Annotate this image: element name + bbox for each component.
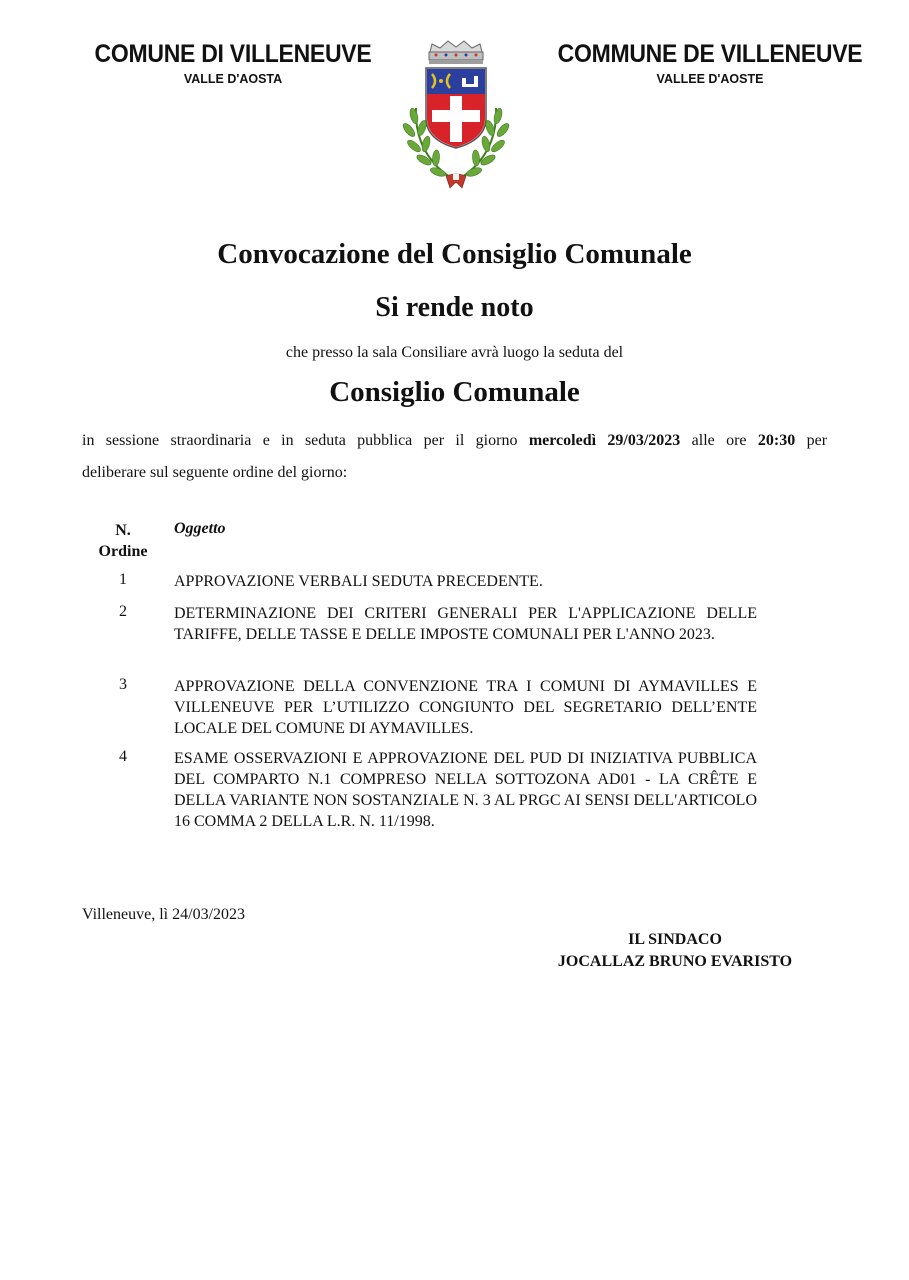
shield-icon: [426, 68, 486, 148]
agenda-number-header: [90, 520, 156, 562]
agenda-item-text: ESAME OSSERVAZIONI E APPROVAZIONE DEL PUD DI INIZIATIVA PUBBLICA DEL COMPARTO N.1 COMPRESO NELLA SOTTOZONA AD01 - LA CRÊTE E DELLA VARIANTE NON SOSTANZIALE N. 3 AL PRGC AI SENSI DELL'ARTICOLO 16 COMMA 2 DELLA L.R. N. 11/1998.: [174, 750, 757, 830]
agenda-item-number: 2: [119, 603, 127, 620]
document-title: Convocazione del Consiglio Comunale: [217, 238, 692, 270]
session-mid: alle ore: [691, 432, 747, 449]
session-line-2: deliberare sul seguente ordine del giorno:: [82, 464, 348, 481]
header-right: [540, 40, 880, 86]
council-heading: Consiglio Comunale: [329, 376, 580, 408]
agenda-subject-header: Oggetto: [174, 520, 226, 537]
signature-block: [510, 929, 840, 973]
coat-of-arms-icon: [396, 38, 516, 194]
session-date: mercoledì 29/03/2023: [528, 432, 681, 449]
session-paragraph: [82, 425, 827, 489]
header-left: [78, 40, 388, 86]
region-name-it: VALLE D'AOSTA: [183, 72, 283, 86]
agenda-number-header-line-1: N.: [115, 522, 131, 539]
agenda-item-number: 4: [119, 748, 127, 765]
agenda-item-number: 3: [119, 676, 127, 693]
session-time: 20:30: [757, 432, 796, 449]
agenda-item-text: APPROVAZIONE DELLA CONVENZIONE TRA I COMUNI DI AYMAVILLES E VILLENEUVE PER L’UTILIZZO CONGIUNTO DEL SEGRETARIO DELL’ENTE LOCALE DEL COMUNE DI AYMAVILLES.: [174, 678, 757, 737]
document-subtitle: Si rende noto: [375, 292, 534, 323]
place-and-date: Villeneuve, lì 24/03/2023: [82, 906, 246, 923]
agenda-number-header-line-2: Ordine: [98, 543, 148, 560]
municipality-name-it: COMUNE DI VILLENEUVE: [94, 40, 372, 68]
intro-text: che presso la sala Consiliare avrà luogo la seduta del: [285, 344, 624, 361]
signer-role: IL SINDACO: [628, 931, 722, 948]
session-line-1: [82, 425, 827, 457]
ribbon-icon: [446, 174, 466, 188]
crown-icon: [429, 41, 483, 64]
municipality-name-fr: COMMUNE DE VILLENEUVE: [557, 40, 863, 68]
region-name-fr: VALLEE D'AOSTE: [656, 72, 764, 86]
session-post: per: [806, 432, 828, 449]
agenda-item-number: 1: [119, 571, 127, 588]
signer-name: JOCALLAZ BRUNO EVARISTO: [557, 953, 793, 970]
agenda-item-text: APPROVAZIONE VERBALI SEDUTA PRECEDENTE.: [174, 573, 543, 590]
agenda-item-text: DETERMINAZIONE DEI CRITERI GENERALI PER L'APPLICAZIONE DELLE TARIFFE, DELLE TASSE E DELLE IMPOSTE COMUNALI PER L'ANNO 2023.: [174, 605, 757, 643]
session-pre: in sessione straordinaria e in seduta pubblica per il giorno: [82, 432, 518, 449]
